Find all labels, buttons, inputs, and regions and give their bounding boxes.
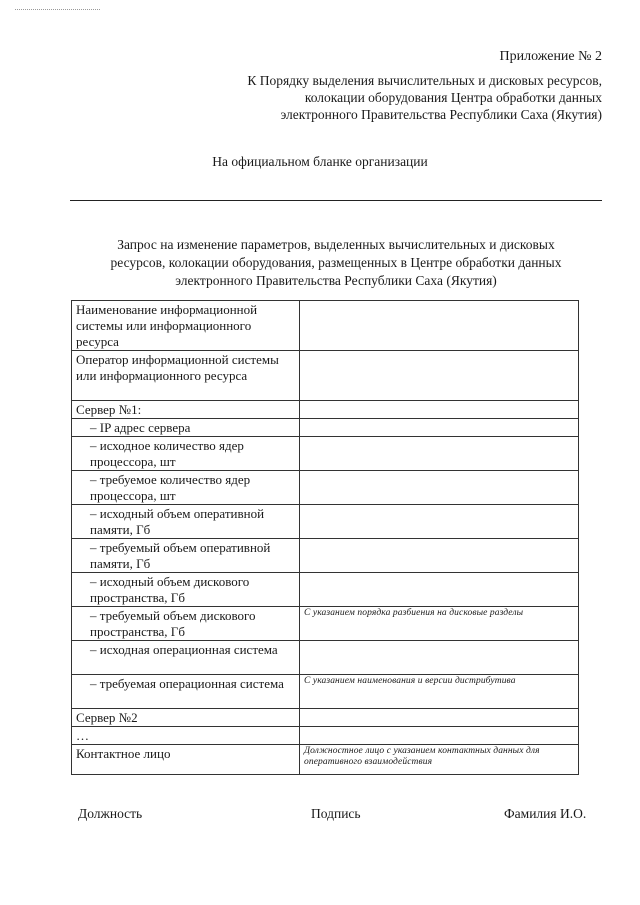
form-row-value-field[interactable]	[300, 573, 579, 607]
form-row-label: – исходная операционная система	[72, 641, 300, 675]
form-row-label: Контактное лицо	[72, 745, 300, 775]
request-title-line: электронного Правительства Республики Саха (Якутия)	[175, 273, 497, 288]
signature-sign-label: Подпись	[311, 806, 361, 821]
form-row	[72, 709, 579, 727]
request-title	[70, 236, 602, 290]
request-title-line: Запрос на изменение параметров, выделенных вычислительных и дисковых	[117, 237, 555, 252]
procedure-line: колокации оборудования Центра обработки данных	[304, 90, 602, 105]
form-row-value-field[interactable]	[300, 505, 579, 539]
form-row-note: С указанием наименования и версии дистрибутива	[300, 675, 579, 709]
form-row-value-field[interactable]	[300, 437, 579, 471]
request-form-table	[71, 300, 579, 775]
form-row-label: Оператор информационной системы или информационного ресурса	[72, 351, 300, 401]
form-row-value-field[interactable]	[300, 471, 579, 505]
form-row	[72, 401, 579, 419]
form-row	[72, 573, 579, 607]
form-row	[72, 351, 579, 401]
signature-position-label: Должность	[78, 806, 143, 821]
form-row	[72, 437, 579, 471]
procedure-line: К Порядку выделения вычислительных и дисковых ресурсов,	[247, 73, 602, 88]
official-letterhead-note: На официальном бланке организации	[212, 154, 428, 169]
form-row-label: – IP адрес сервера	[72, 419, 300, 437]
form-row	[72, 745, 579, 775]
procedure-line: электронного Правительства Республики Саха (Якутия)	[280, 107, 602, 122]
request-form-body	[72, 301, 579, 775]
form-row-label: – требуемая операционная система	[72, 675, 300, 709]
form-row	[72, 607, 579, 641]
signature-name-label: Фамилия И.О.	[504, 806, 587, 821]
form-row-note: Должностное лицо с указанием контактных данных для оперативного взаимодействия	[300, 745, 579, 775]
form-row	[72, 505, 579, 539]
appendix-number: Приложение № 2	[499, 49, 602, 64]
form-row-label: – требуемое количество ядер процессора, шт	[72, 471, 300, 505]
form-row-label: – исходный объем дискового пространства, Гб	[72, 573, 300, 607]
form-row-value-field[interactable]	[300, 641, 579, 675]
form-row	[72, 419, 579, 437]
form-row-label: Сервер №2	[72, 709, 300, 727]
form-row-label: – исходное количество ядер процессора, шт	[72, 437, 300, 471]
form-row-value-field[interactable]	[300, 419, 579, 437]
form-row	[72, 301, 579, 351]
form-row-label: Сервер №1:	[72, 401, 300, 419]
procedure-reference	[182, 72, 602, 123]
request-title-line: ресурсов, колокации оборудования, размещенных в Центре обработки данных	[110, 255, 562, 270]
scan-artifact-line	[15, 9, 100, 10]
letterhead-rule	[70, 200, 602, 201]
form-row	[72, 727, 579, 745]
form-row-label: Наименование информационной системы или информационного ресурса	[72, 301, 300, 351]
form-row-value-field[interactable]	[300, 351, 579, 401]
form-row-value-field[interactable]	[300, 539, 579, 573]
form-row	[72, 675, 579, 709]
form-row-label: …	[72, 727, 300, 745]
form-row-value-field[interactable]	[300, 709, 579, 727]
form-row-label: – исходный объем оперативной памяти, Гб	[72, 505, 300, 539]
form-row-label: – требуемый объем дискового пространства, Гб	[72, 607, 300, 641]
form-row-value-field[interactable]	[300, 727, 579, 745]
form-row-value-field[interactable]	[300, 401, 579, 419]
form-row	[72, 641, 579, 675]
form-row	[72, 539, 579, 573]
form-row-note: С указанием порядка разбиения на дисковые разделы	[300, 607, 579, 641]
form-row-label: – требуемый объем оперативной памяти, Гб	[72, 539, 300, 573]
form-row-value-field[interactable]	[300, 301, 579, 351]
form-row	[72, 471, 579, 505]
